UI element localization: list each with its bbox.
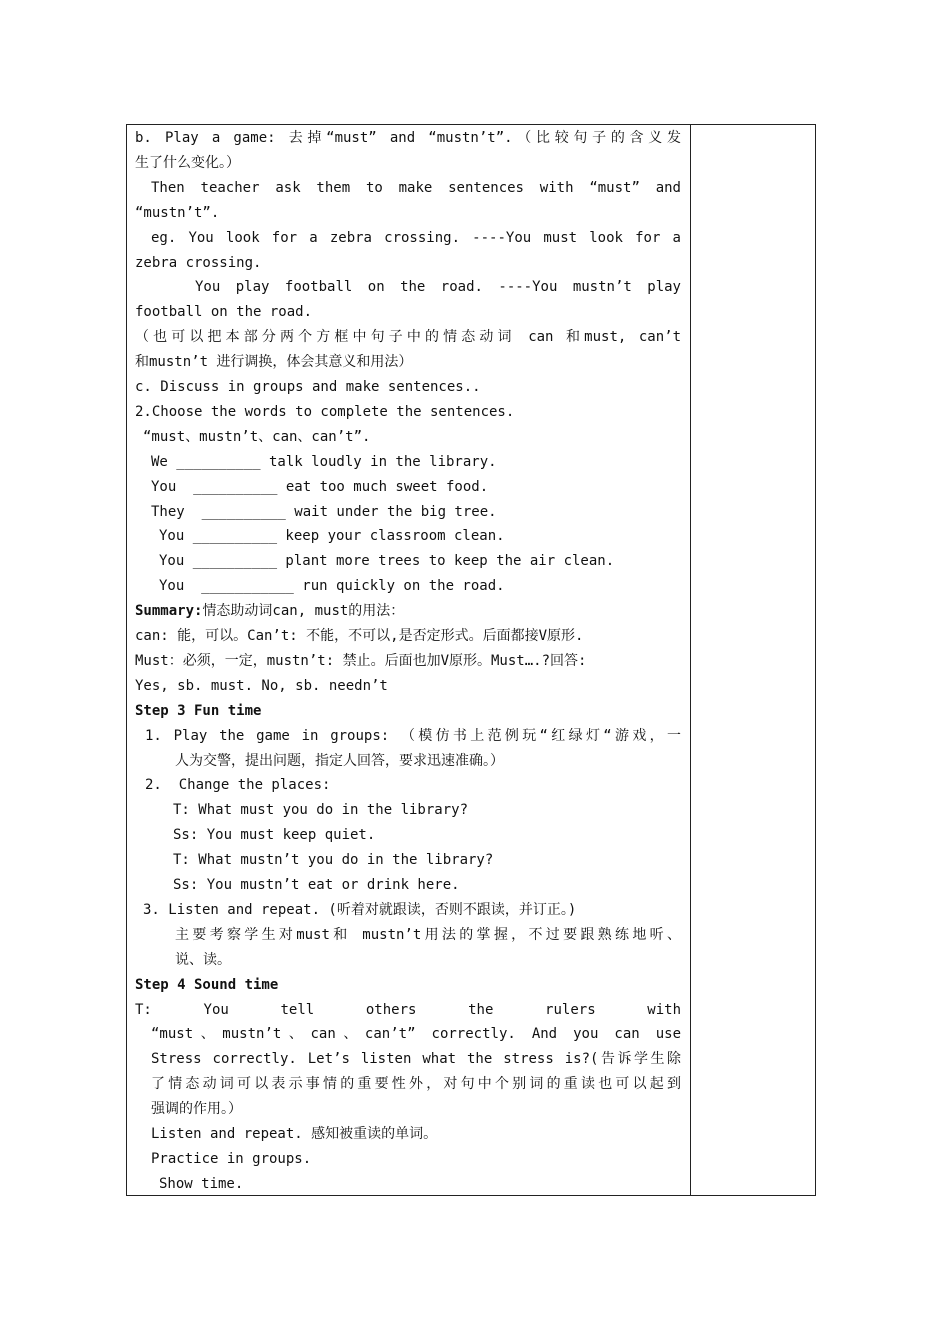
summary-label: Summary: xyxy=(135,603,203,620)
text-line: Practice in groups. xyxy=(151,1150,312,1167)
text-line: 生了什么变化。） xyxy=(135,154,240,171)
text-line: Must：必须，一定，mustn’t: 禁止。后面也加V原形。Must….?回答: xyxy=(135,652,587,669)
text-line: Then teacher ask them to make sentences with “must” and xyxy=(151,179,681,196)
text-line: Step 3 Fun time xyxy=(135,702,262,719)
text-line: You __________ eat too much sweet food. xyxy=(151,478,489,495)
text-line: zebra crossing. xyxy=(135,254,262,271)
text-line: Yes, sb. must. No, sb. needn’t xyxy=(135,677,388,694)
text-line: 强调的作用。） xyxy=(151,1101,242,1118)
text-line: 了情态动词可以表示事情的重要性外，对句中个别词的重读也可以起到 xyxy=(151,1076,681,1093)
text-line: You __________ keep your classroom clean. xyxy=(159,528,505,545)
text-line: 和mustn’t 进行调换，体会其意义和用法） xyxy=(135,354,413,371)
text-line: Stress correctly. Let’s listen what the stress is?(告诉学生除 xyxy=(151,1051,681,1068)
text-line: c. Discuss in groups and make sentences.. xyxy=(135,379,481,395)
text-line: Listen and repeat. 感知被重读的单词。 xyxy=(151,1126,438,1142)
text-line xyxy=(135,599,404,624)
text-line: “mustn’t”. xyxy=(135,204,220,221)
text-line: T: What must you do in the library? xyxy=(173,802,469,819)
text-line: You ___________ run quickly on the road. xyxy=(159,578,505,595)
text-line: You play football on the road. ----You mustn’t play xyxy=(195,279,681,296)
summary-text: 情态助动词can, must的用法： xyxy=(202,603,405,620)
text-line: Step 4 Sound time xyxy=(135,976,279,993)
text-line: 3. Listen and repeat. (听着对就跟读，否则不跟读，并订正。) xyxy=(143,901,577,918)
text-line: Show time. xyxy=(159,1175,244,1192)
text-line: 2. Change the places: xyxy=(145,777,331,794)
text-line: 说、读。 xyxy=(175,951,231,968)
text-line: b. Play a game: 去掉“must” and “mustn’t”.（比较句子的含义发 xyxy=(135,130,681,146)
text-line: （也可以把本部分两个方框中句子中的情态动词 can 和must, can’t xyxy=(135,329,681,346)
notes-cell xyxy=(691,125,815,1195)
text-line: football on the road. xyxy=(135,304,313,321)
text-line: can: 能，可以。Can’t: 不能，不可以,是否定形式。后面都接V原形. xyxy=(135,628,584,644)
text-line: eg. You look for a zebra crossing. ----You must look for a xyxy=(151,229,681,246)
lesson-table xyxy=(126,124,816,1196)
text-line: T: You tell others the rulers with xyxy=(135,1001,681,1018)
text-line: They __________ wait under the big tree. xyxy=(151,503,497,520)
text-line: 1. Play the game in groups: （模仿书上范例玩“红绿灯“游戏，一 xyxy=(145,727,681,744)
text-line: “must、mustn’t、can、can’t” correctly. And you can use xyxy=(151,1026,681,1043)
text-line: We __________ talk loudly in the library. xyxy=(151,453,497,470)
text-line: 人为交警，提出问题，指定人回答，要求迅速准确。） xyxy=(175,752,504,769)
text-line: T: What mustn’t you do in the library? xyxy=(173,852,494,869)
text-line: Ss: You mustn’t eat or drink here. xyxy=(173,877,460,893)
text-line: You __________ plant more trees to keep the air clean. xyxy=(159,553,615,570)
text-line: 2.Choose the words to complete the sentences. xyxy=(135,403,515,420)
text-line: 主要考察学生对must和 mustn’t用法的掌握，不过要跟熟练地听、 xyxy=(175,926,681,943)
text-line: Ss: You must keep quiet. xyxy=(173,827,376,844)
text-line: “must、mustn’t、can、can’t”. xyxy=(143,428,371,445)
